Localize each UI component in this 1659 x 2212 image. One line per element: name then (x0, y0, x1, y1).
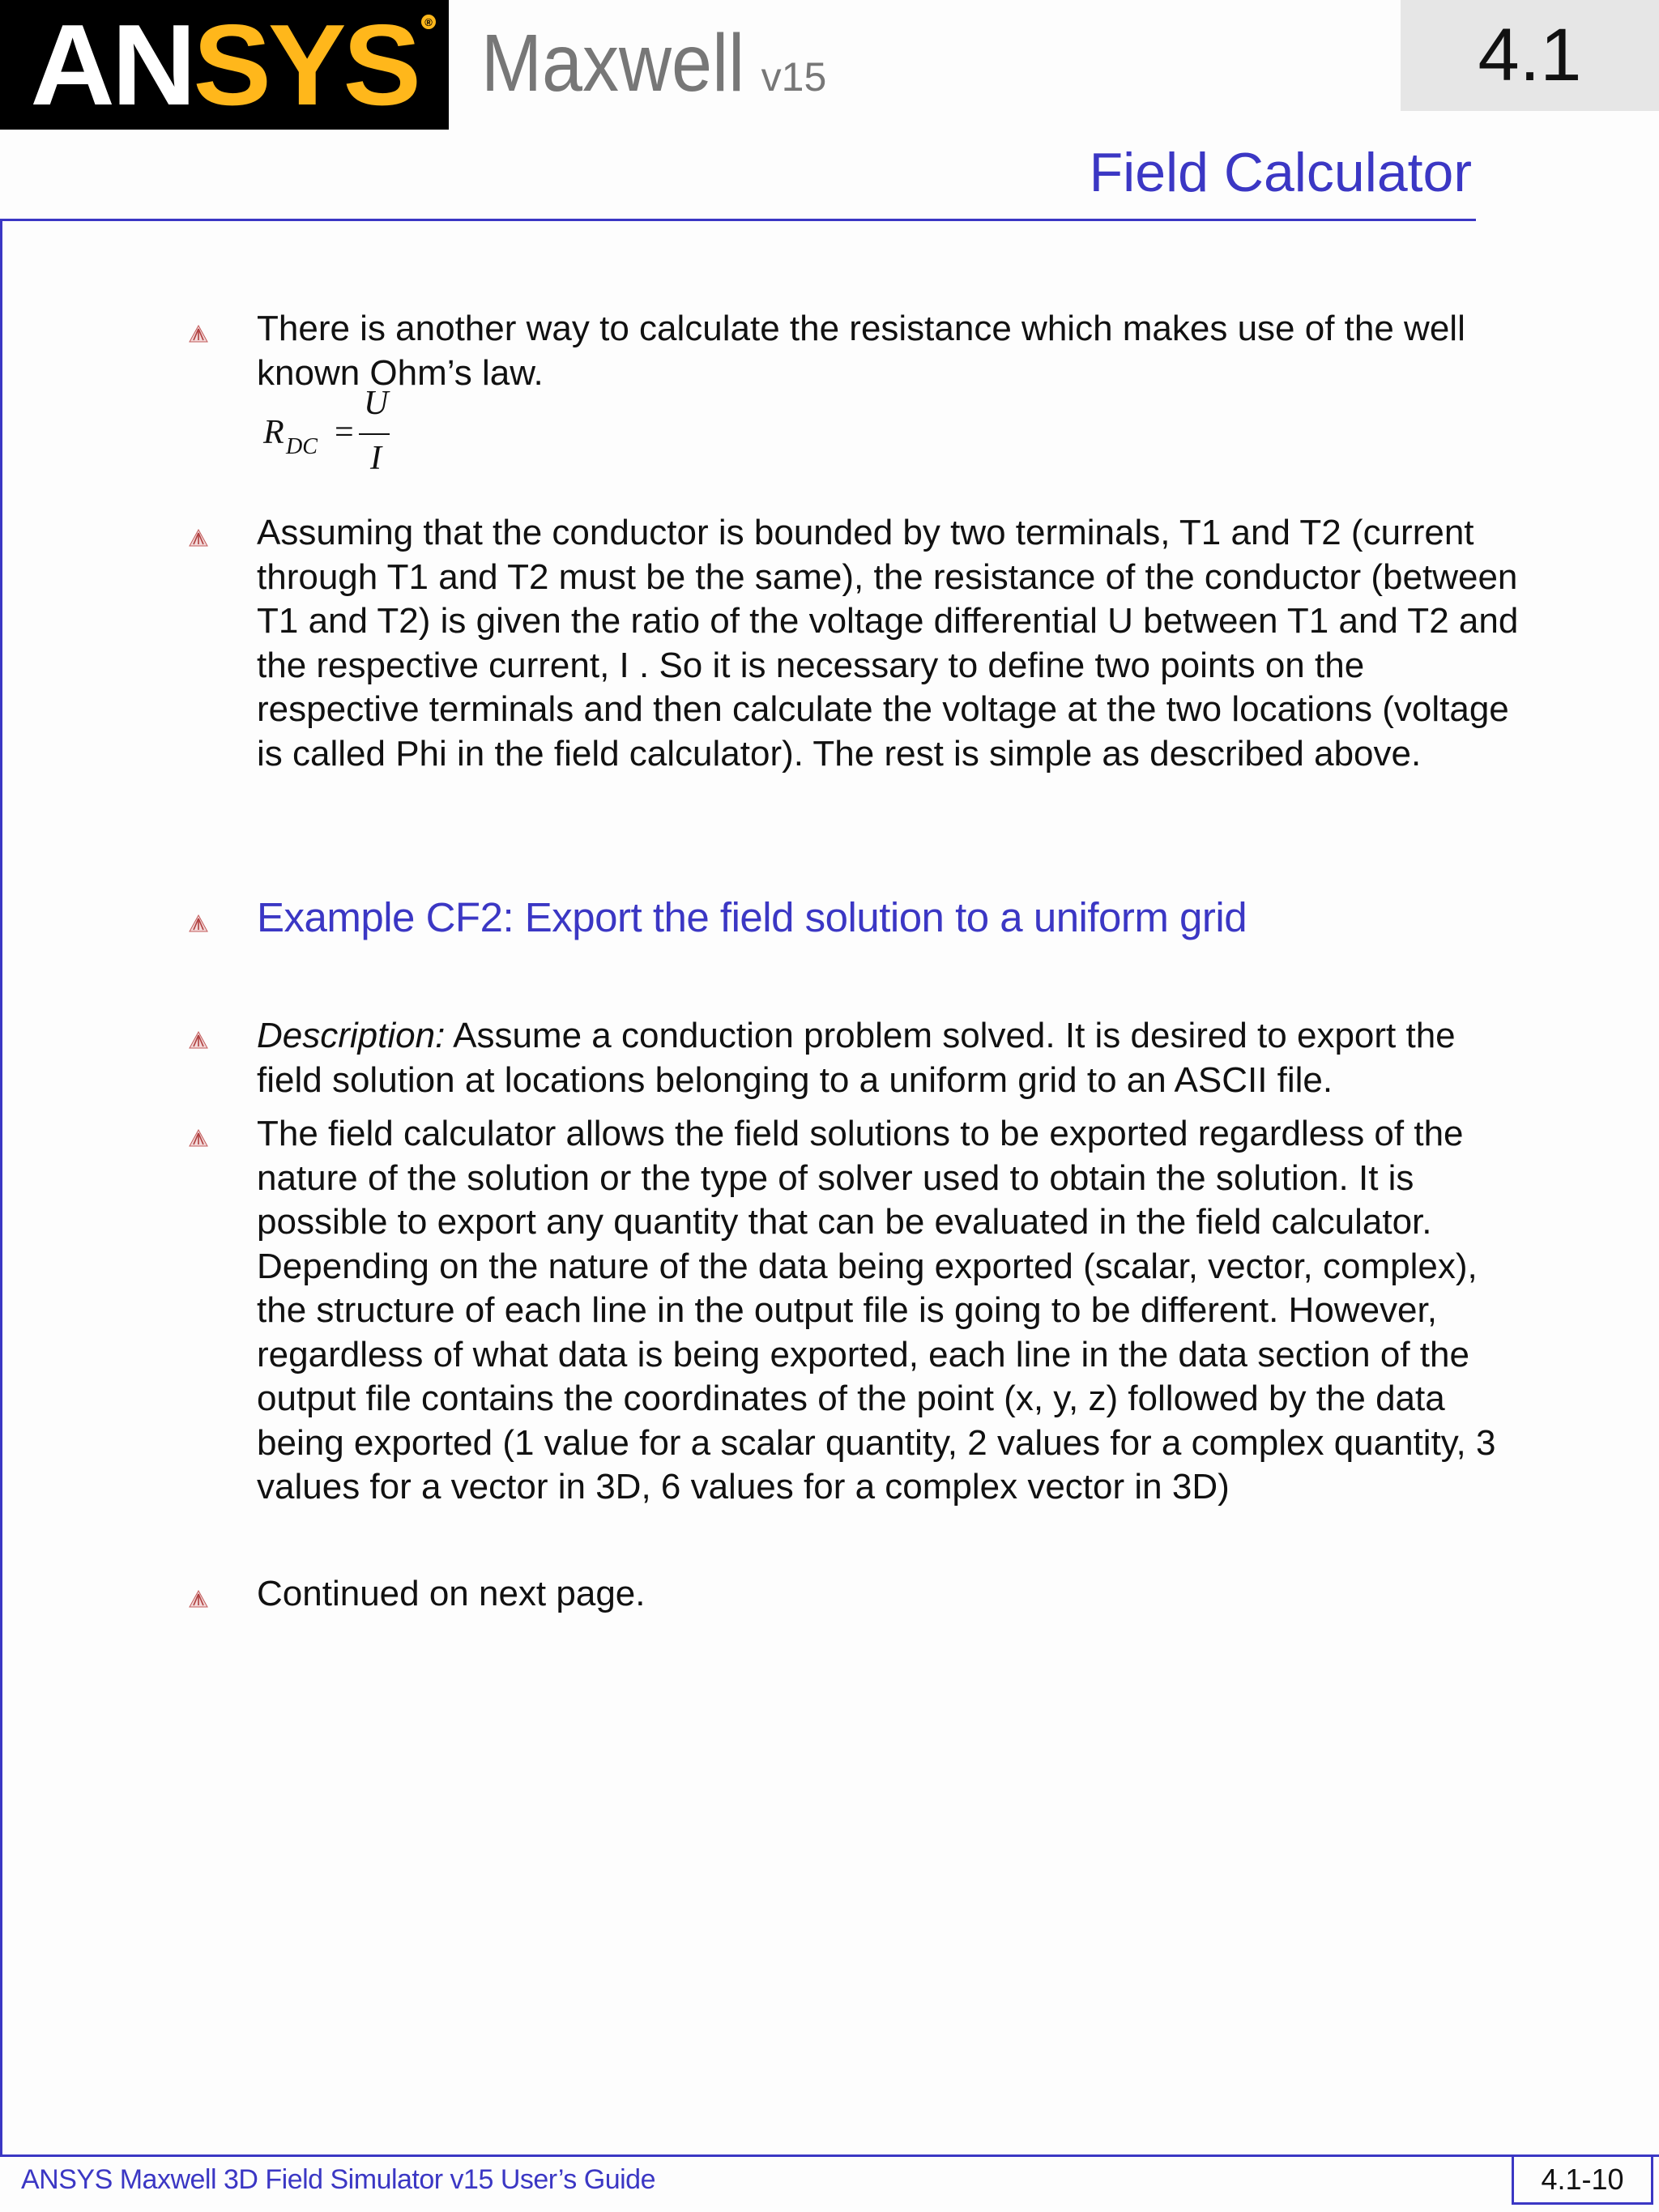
text-line: nature of the solution or the type of solver used to obtain the solution. It is (257, 1157, 1414, 1198)
footer-guide-title: ANSYS Maxwell 3D Field Simulator v15 User’s Guide (21, 2164, 655, 2195)
left-margin-rule (0, 219, 2, 2157)
paragraph-terminals (257, 511, 1585, 776)
paragraph-export-details (257, 1112, 1585, 1510)
text-line: Assuming that the conductor is bounded by two terminals, T1 and T2 (current (257, 513, 1474, 552)
paragraph-description (257, 1014, 1585, 1102)
page-number-box (1512, 2156, 1653, 2205)
ansys-triangle-bullet-icon (189, 914, 208, 933)
logo-text-an: AN (30, 1, 194, 130)
ansys-logo-wordmark (30, 1, 419, 130)
ohms-law-formula (263, 385, 425, 481)
text-line: Continued on next page. (257, 1574, 646, 1613)
formula-denominator: I (370, 440, 382, 477)
text-line: is called Phi in the field calculator). The rest is simple as described above. (257, 733, 1422, 774)
formula-lhs-subscript: DC (286, 434, 318, 459)
text-line: The field calculator allows the field solutions to be exported regardless of the (257, 1114, 1464, 1153)
product-title (481, 18, 827, 109)
page-title: Field Calculator (1089, 142, 1472, 203)
text-line: field solution at locations belonging to a uniform grid to an ASCII file. (257, 1059, 1333, 1100)
header-divider (0, 219, 1476, 221)
text-line: possible to export any quantity that can be evaluated in the field calculator. (257, 1202, 1432, 1242)
ansys-triangle-bullet-icon (189, 324, 208, 343)
page-number: 4.1-10 (1541, 2162, 1624, 2196)
text-line: the respective current, I . So it is necessary to define two points on the (257, 645, 1365, 685)
description-label: Description: (257, 1016, 446, 1055)
formula-lhs: R (263, 414, 284, 451)
footer-divider (0, 2154, 1659, 2157)
registered-trademark-icon: ® (421, 15, 436, 29)
product-version: v15 (761, 54, 827, 100)
ansys-triangle-bullet-icon (189, 1030, 208, 1050)
paragraph-continued (257, 1572, 1585, 1617)
text-line: T1 and T2) is given the ratio of the voltage differential U between T1 and T2 and (257, 601, 1519, 641)
text-line: regardless of what data is being exported, each line in the data section of the (257, 1334, 1469, 1375)
text-line: through T1 and T2 must be the same), the resistance of the conductor (between (257, 556, 1518, 597)
text-line: output file contains the coordinates of the point (x, y, z) followed by the data (257, 1379, 1445, 1418)
description-text: Assume a conduction problem solved. It is desired to export the (445, 1016, 1456, 1055)
text-line: the structure of each line in the output file is going to be different. However, (257, 1290, 1437, 1330)
section-number-box (1401, 0, 1659, 111)
ansys-triangle-bullet-icon (189, 1589, 208, 1609)
product-name: Maxwell (481, 18, 745, 109)
ansys-logo (0, 0, 449, 130)
formula-equals: = (335, 414, 354, 451)
paragraph-ohms-law (257, 307, 1585, 395)
text-line: being exported (1 value for a scalar quantity, 2 values for a complex quantity, 3 (257, 1422, 1496, 1463)
ansys-triangle-bullet-icon (189, 528, 208, 548)
formula-fraction-bar (359, 433, 390, 435)
text-line (257, 1014, 1585, 1059)
ansys-triangle-bullet-icon (189, 1128, 208, 1148)
text-line: values for a vector in 3D, 6 values for a complex vector in 3D) (257, 1467, 1230, 1507)
example-heading: Example CF2: Export the field solution to a uniform grid (257, 894, 1247, 940)
text-line: respective terminals and then calculate the voltage at the two locations (voltage (257, 689, 1509, 729)
text-line: Depending on the nature of the data being exported (scalar, vector, complex), (257, 1246, 1478, 1286)
section-number: 4.1 (1478, 14, 1582, 96)
text-line: known Ohm’s law. (257, 352, 544, 393)
text-line: There is another way to calculate the resistance which makes use of the well (257, 309, 1465, 348)
formula-numerator: U (364, 385, 389, 422)
logo-text-sys: SYS (193, 1, 419, 130)
